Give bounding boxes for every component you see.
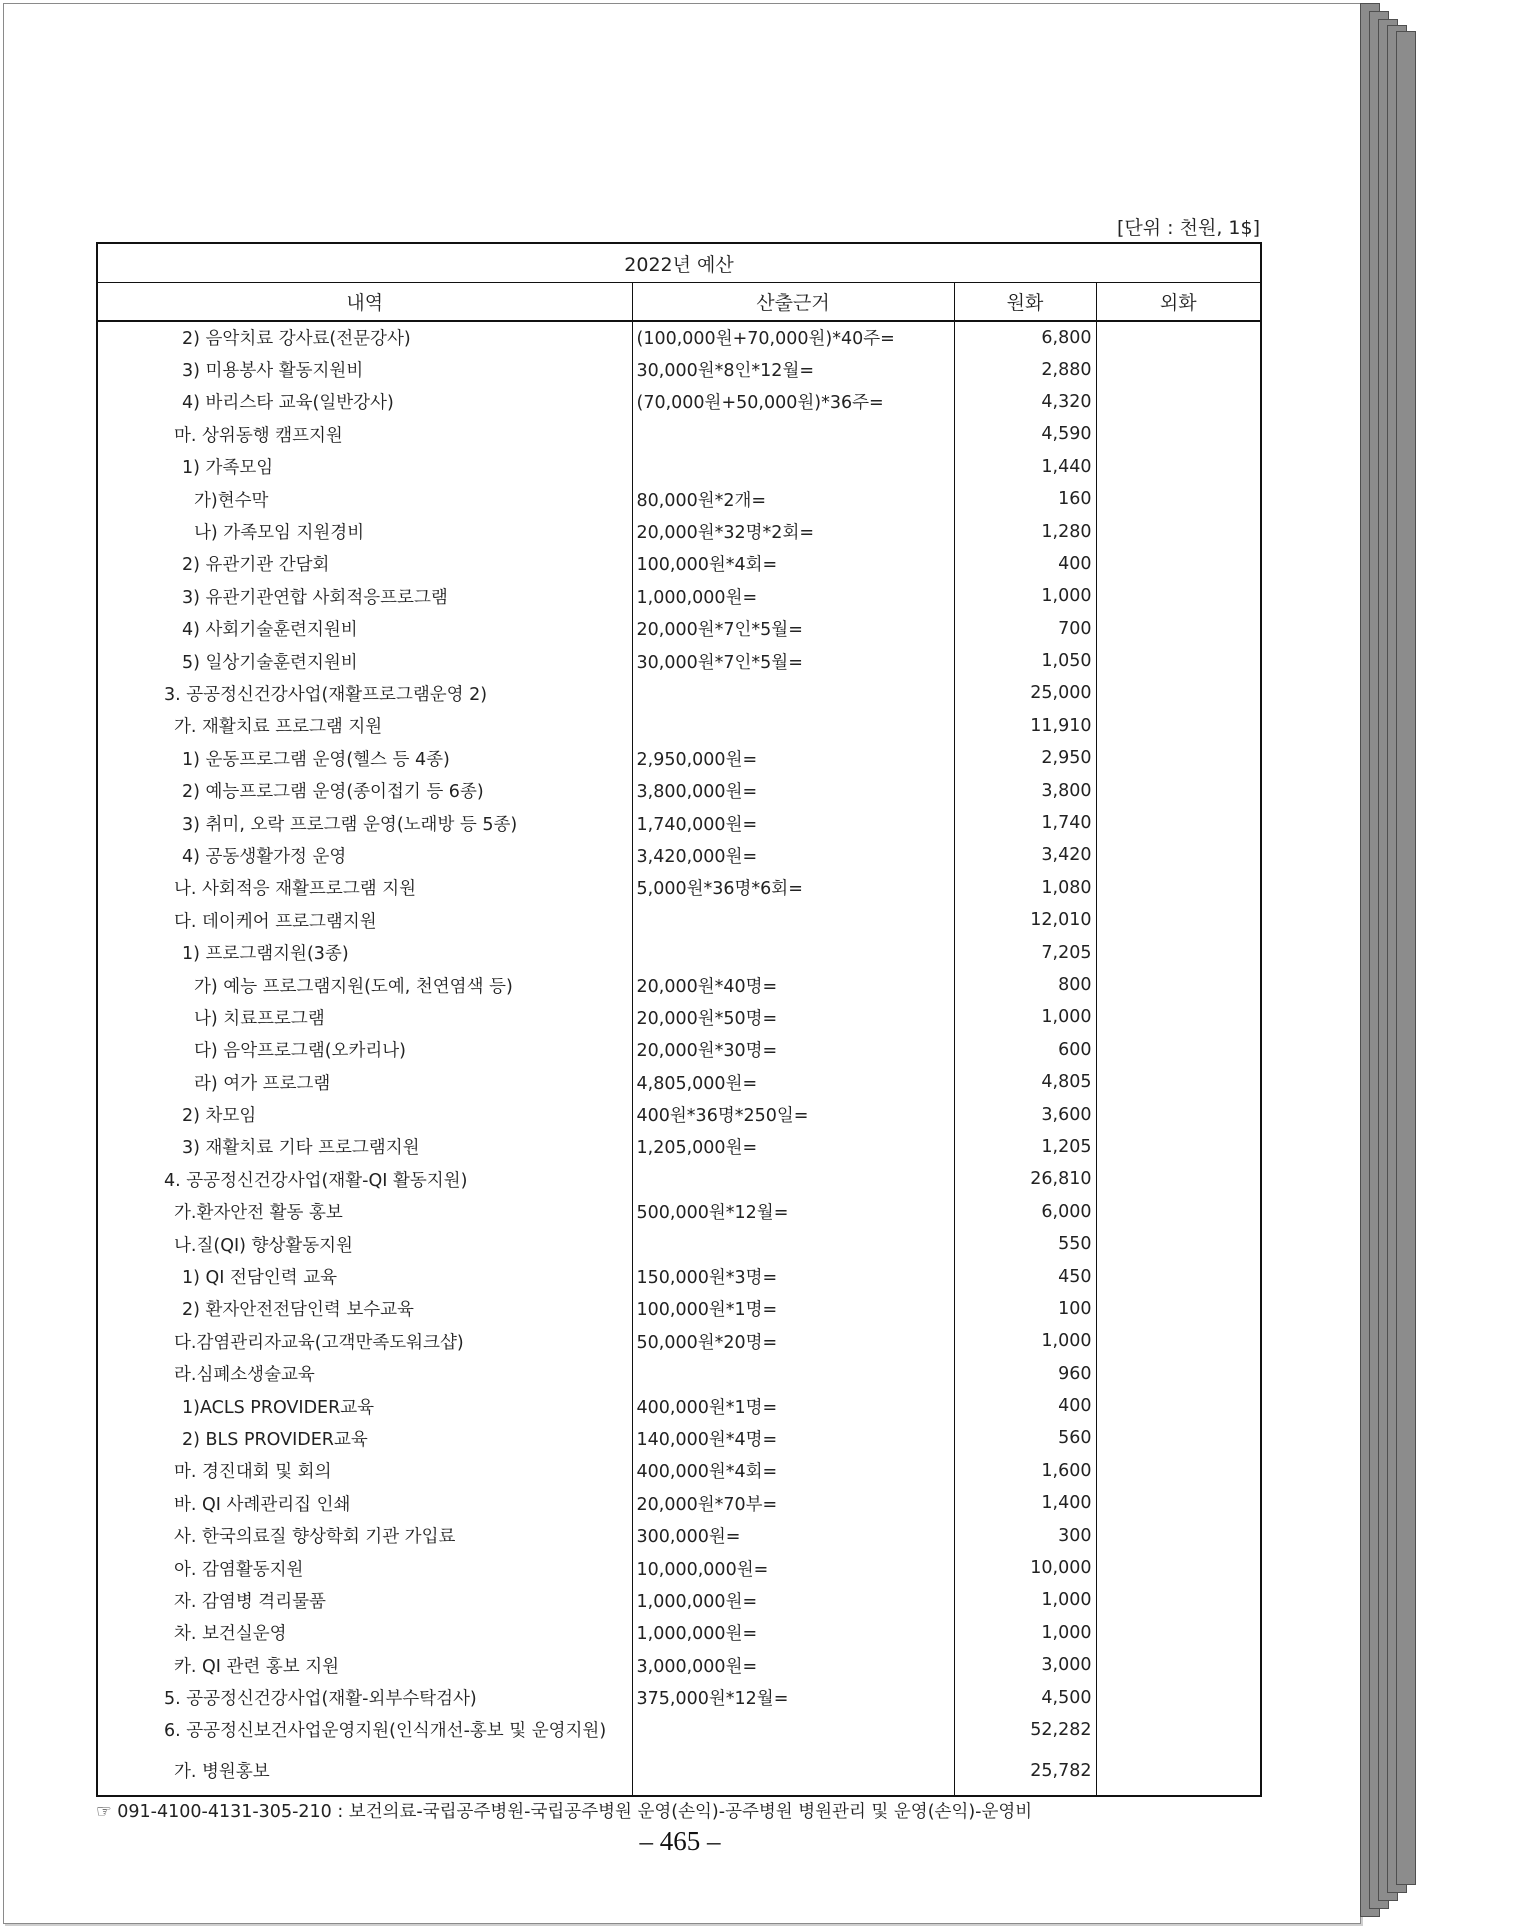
basis-cell: 1,205,000원= bbox=[632, 1131, 954, 1163]
fx-cell bbox=[1096, 677, 1261, 709]
fx-cell bbox=[1096, 1519, 1261, 1551]
basis-cell: 4,805,000원= bbox=[632, 1066, 954, 1098]
basis-cell: 3,000,000원= bbox=[632, 1649, 954, 1681]
item-cell: 1) 가족모임 bbox=[182, 458, 274, 479]
krw-cell: 7,205 bbox=[954, 936, 1096, 968]
table-row bbox=[97, 1584, 1261, 1616]
krw-cell: 560 bbox=[954, 1422, 1096, 1454]
fx-cell bbox=[1096, 1034, 1261, 1066]
krw-cell: 400 bbox=[954, 1390, 1096, 1422]
krw-cell: 1,050 bbox=[954, 645, 1096, 677]
krw-cell: 1,205 bbox=[954, 1131, 1096, 1163]
krw-cell: 300 bbox=[954, 1519, 1096, 1551]
item-cell: 다) 음악프로그램(오카리나) bbox=[194, 1041, 406, 1062]
item-cell: 가)현수막 bbox=[194, 490, 269, 511]
krw-cell: 4,805 bbox=[954, 1066, 1096, 1098]
table-row bbox=[97, 1358, 1261, 1390]
table-row bbox=[97, 1228, 1261, 1260]
krw-cell: 3,600 bbox=[954, 1098, 1096, 1130]
fx-cell bbox=[1096, 1260, 1261, 1292]
krw-cell: 450 bbox=[954, 1260, 1096, 1292]
basis-cell: 400,000원*1명= bbox=[632, 1390, 954, 1422]
krw-cell: 100 bbox=[954, 1293, 1096, 1325]
krw-cell: 3,800 bbox=[954, 774, 1096, 806]
table-row bbox=[97, 1163, 1261, 1195]
fx-cell bbox=[1096, 1455, 1261, 1487]
table-row bbox=[97, 1131, 1261, 1163]
krw-cell: 4,590 bbox=[954, 418, 1096, 450]
item-cell: 1) 프로그램지원(3종) bbox=[182, 944, 349, 965]
basis-cell bbox=[632, 451, 954, 483]
table-row bbox=[97, 483, 1261, 515]
table-row bbox=[97, 807, 1261, 839]
item-cell: 1) 운동프로그램 운영(헬스 등 4종) bbox=[182, 749, 450, 770]
item-cell: 2) 차모임 bbox=[182, 1106, 257, 1127]
fx-cell bbox=[1096, 451, 1261, 483]
fx-cell bbox=[1096, 515, 1261, 547]
table-row bbox=[97, 1001, 1261, 1033]
table-row bbox=[97, 1422, 1261, 1454]
table-row bbox=[97, 1649, 1261, 1681]
basis-cell: 3,800,000원= bbox=[632, 774, 954, 806]
fx-cell bbox=[1096, 613, 1261, 645]
table-row bbox=[97, 774, 1261, 806]
item-cell: 차. 보건실운영 bbox=[174, 1624, 287, 1645]
basis-cell: 100,000원*1명= bbox=[632, 1293, 954, 1325]
table-row bbox=[97, 677, 1261, 709]
krw-cell: 11,910 bbox=[954, 710, 1096, 742]
basis-cell: 20,000원*40명= bbox=[632, 969, 954, 1001]
col-header-basis: 산출근거 bbox=[632, 283, 954, 322]
fx-cell bbox=[1096, 1228, 1261, 1260]
krw-cell: 4,500 bbox=[954, 1681, 1096, 1713]
item-cell: 6. 공공정신보건사업운영지원(인식개선-홍보 및 운영지원) bbox=[164, 1721, 607, 1742]
basis-cell: 10,000,000원= bbox=[632, 1552, 954, 1584]
item-cell: 가.환자안전 활동 홍보 bbox=[174, 1203, 343, 1224]
krw-cell: 1,740 bbox=[954, 807, 1096, 839]
krw-cell: 550 bbox=[954, 1228, 1096, 1260]
table-row bbox=[97, 515, 1261, 547]
fx-cell bbox=[1096, 548, 1261, 580]
item-cell: 사. 한국의료질 향상학회 기관 가입료 bbox=[174, 1527, 456, 1548]
page-stack-edge bbox=[1360, 3, 1420, 1922]
fx-cell bbox=[1096, 645, 1261, 677]
fx-cell bbox=[1096, 483, 1261, 515]
item-cell: 2) 음악치료 강사료(전문강사) bbox=[182, 329, 411, 350]
item-cell: 라) 여가 프로그램 bbox=[194, 1073, 331, 1094]
fx-cell bbox=[1096, 710, 1261, 742]
item-cell: 3) 미용봉사 활동지원비 bbox=[182, 361, 364, 382]
krw-cell: 1,080 bbox=[954, 872, 1096, 904]
krw-cell: 1,000 bbox=[954, 580, 1096, 612]
krw-cell: 800 bbox=[954, 969, 1096, 1001]
basis-cell: 3,420,000원= bbox=[632, 839, 954, 871]
basis-cell bbox=[632, 418, 954, 450]
basis-cell: 2,950,000원= bbox=[632, 742, 954, 774]
fx-cell bbox=[1096, 839, 1261, 871]
item-cell: 1) QI 전담인력 교육 bbox=[182, 1268, 338, 1289]
item-cell: 마. 경진대회 및 회의 bbox=[174, 1462, 332, 1483]
fx-cell bbox=[1096, 1001, 1261, 1033]
table-row bbox=[97, 969, 1261, 1001]
basis-cell: 80,000원*2개= bbox=[632, 483, 954, 515]
fx-cell bbox=[1096, 1714, 1261, 1746]
basis-cell: 140,000원*4명= bbox=[632, 1422, 954, 1454]
table-row bbox=[97, 418, 1261, 450]
basis-cell: 375,000원*12월= bbox=[632, 1681, 954, 1713]
item-cell: 3) 재활치료 기타 프로그램지원 bbox=[182, 1138, 420, 1159]
fx-cell bbox=[1096, 1325, 1261, 1357]
account-code-note: ☞ 091-4100-4131-305-210 : 보건의료-국립공주병원-국립공주병원 운영(손익)-공주병원 병원관리 및 운영(손익)-운영비 bbox=[96, 1802, 1033, 1822]
item-cell: 나) 가족모임 지원경비 bbox=[194, 523, 365, 544]
table-row bbox=[97, 1034, 1261, 1066]
item-cell: 3) 유관기관연합 사회적응프로그램 bbox=[182, 587, 448, 608]
page-number: – 465 – bbox=[639, 1826, 721, 1856]
basis-cell: 1,000,000원= bbox=[632, 1617, 954, 1649]
table-row bbox=[97, 1552, 1261, 1584]
basis-cell bbox=[632, 677, 954, 709]
item-cell: 4) 사회기술훈련지원비 bbox=[182, 620, 358, 641]
basis-cell bbox=[632, 1228, 954, 1260]
table-row bbox=[97, 1455, 1261, 1487]
fx-cell bbox=[1096, 386, 1261, 418]
basis-cell: 30,000원*8인*12월= bbox=[632, 353, 954, 385]
unit-label: [단위 : 천원, 1$] bbox=[1117, 217, 1260, 239]
table-row bbox=[97, 1681, 1261, 1713]
fx-cell bbox=[1096, 321, 1261, 353]
fx-cell bbox=[1096, 1746, 1261, 1796]
item-cell: 나.질(QI) 향상활동지원 bbox=[174, 1235, 353, 1256]
table-row bbox=[97, 580, 1261, 612]
fx-cell bbox=[1096, 353, 1261, 385]
krw-cell: 1,600 bbox=[954, 1455, 1096, 1487]
item-cell: 가. 병원홍보 bbox=[174, 1762, 270, 1783]
krw-cell: 1,000 bbox=[954, 1617, 1096, 1649]
item-cell: 카. QI 관련 홍보 지원 bbox=[174, 1656, 340, 1677]
item-cell: 마. 상위동행 캠프지원 bbox=[174, 425, 343, 446]
table-row bbox=[97, 1260, 1261, 1292]
table-row bbox=[97, 742, 1261, 774]
basis-cell: 5,000원*36명*6회= bbox=[632, 872, 954, 904]
basis-cell: 20,000원*32명*2회= bbox=[632, 515, 954, 547]
basis-cell: 150,000원*3명= bbox=[632, 1260, 954, 1292]
fx-cell bbox=[1096, 1066, 1261, 1098]
table-row bbox=[97, 936, 1261, 968]
krw-cell: 52,282 bbox=[954, 1714, 1096, 1746]
basis-cell: 30,000원*7인*5월= bbox=[632, 645, 954, 677]
table-row bbox=[97, 1390, 1261, 1422]
basis-cell bbox=[632, 1163, 954, 1195]
krw-cell: 960 bbox=[954, 1358, 1096, 1390]
basis-cell bbox=[632, 1714, 954, 1746]
krw-cell: 700 bbox=[954, 613, 1096, 645]
fx-cell bbox=[1096, 1098, 1261, 1130]
fx-cell bbox=[1096, 1131, 1261, 1163]
basis-cell: 300,000원= bbox=[632, 1519, 954, 1551]
basis-cell bbox=[632, 904, 954, 936]
fx-cell bbox=[1096, 1358, 1261, 1390]
krw-cell: 1,000 bbox=[954, 1001, 1096, 1033]
krw-cell: 6,000 bbox=[954, 1196, 1096, 1228]
col-header-item: 내역 bbox=[97, 283, 632, 322]
table-row bbox=[97, 1325, 1261, 1357]
krw-cell: 1,000 bbox=[954, 1584, 1096, 1616]
basis-cell: 20,000원*7인*5월= bbox=[632, 613, 954, 645]
table-body bbox=[97, 321, 1261, 1796]
table-row bbox=[97, 1714, 1261, 1746]
table-row bbox=[97, 1066, 1261, 1098]
table-row bbox=[97, 386, 1261, 418]
krw-cell: 25,000 bbox=[954, 677, 1096, 709]
item-cell: 2) 유관기관 간담회 bbox=[182, 555, 330, 576]
table-row bbox=[97, 904, 1261, 936]
krw-cell: 10,000 bbox=[954, 1552, 1096, 1584]
item-cell: 4. 공공정신건강사업(재활-QI 활동지원) bbox=[164, 1170, 468, 1191]
table-row bbox=[97, 1487, 1261, 1519]
krw-cell: 1,280 bbox=[954, 515, 1096, 547]
basis-cell bbox=[632, 1358, 954, 1390]
krw-cell: 12,010 bbox=[954, 904, 1096, 936]
year-header: 2022년 예산 bbox=[97, 243, 1261, 283]
fx-cell bbox=[1096, 1681, 1261, 1713]
krw-cell: 400 bbox=[954, 548, 1096, 580]
table-row bbox=[97, 321, 1261, 353]
table-row bbox=[97, 710, 1261, 742]
table-row bbox=[97, 1293, 1261, 1325]
fx-cell bbox=[1096, 1552, 1261, 1584]
table-row bbox=[97, 645, 1261, 677]
item-cell: 나) 치료프로그램 bbox=[194, 1008, 325, 1029]
fx-cell bbox=[1096, 1196, 1261, 1228]
basis-cell: (100,000원+70,000원)*40주= bbox=[632, 321, 954, 353]
fx-cell bbox=[1096, 1487, 1261, 1519]
fx-cell bbox=[1096, 1617, 1261, 1649]
item-cell: 아. 감염활동지원 bbox=[174, 1559, 304, 1580]
item-cell: 3. 공공정신건강사업(재활프로그램운영 2) bbox=[164, 684, 488, 705]
item-cell: 5. 공공정신건강사업(재활-외부수탁검사) bbox=[164, 1689, 477, 1710]
item-cell: 가. 재활치료 프로그램 지원 bbox=[174, 717, 383, 738]
basis-cell bbox=[632, 710, 954, 742]
fx-cell bbox=[1096, 1584, 1261, 1616]
table-row bbox=[97, 839, 1261, 871]
basis-cell bbox=[632, 936, 954, 968]
budget-table bbox=[96, 242, 1262, 1797]
fx-cell bbox=[1096, 1390, 1261, 1422]
krw-cell: 2,880 bbox=[954, 353, 1096, 385]
table-row bbox=[97, 1519, 1261, 1551]
fx-cell bbox=[1096, 969, 1261, 1001]
krw-cell: 26,810 bbox=[954, 1163, 1096, 1195]
basis-cell: 400,000원*4회= bbox=[632, 1455, 954, 1487]
table-row bbox=[97, 1098, 1261, 1130]
krw-cell: 600 bbox=[954, 1034, 1096, 1066]
krw-cell: 1,440 bbox=[954, 451, 1096, 483]
basis-cell bbox=[632, 1746, 954, 1796]
krw-cell: 160 bbox=[954, 483, 1096, 515]
table-row bbox=[97, 451, 1261, 483]
item-cell: 4) 공동생활가정 운영 bbox=[182, 846, 347, 867]
krw-cell: 6,800 bbox=[954, 321, 1096, 353]
item-cell: 2) 예능프로그램 운영(종이접기 등 6종) bbox=[182, 782, 484, 803]
basis-cell: 1,000,000원= bbox=[632, 1584, 954, 1616]
fx-cell bbox=[1096, 904, 1261, 936]
item-cell: 바. QI 사례관리집 인쇄 bbox=[174, 1494, 351, 1515]
fx-cell bbox=[1096, 872, 1261, 904]
krw-cell: 1,000 bbox=[954, 1325, 1096, 1357]
fx-cell bbox=[1096, 1422, 1261, 1454]
fx-cell bbox=[1096, 807, 1261, 839]
item-cell: 2) BLS PROVIDER교육 bbox=[182, 1429, 368, 1450]
table-row bbox=[97, 1617, 1261, 1649]
fx-cell bbox=[1096, 936, 1261, 968]
fx-cell bbox=[1096, 1649, 1261, 1681]
basis-cell: 20,000원*50명= bbox=[632, 1001, 954, 1033]
basis-cell: 20,000원*70부= bbox=[632, 1487, 954, 1519]
fx-cell bbox=[1096, 774, 1261, 806]
krw-cell: 25,782 bbox=[954, 1746, 1096, 1796]
basis-cell: 50,000원*20명= bbox=[632, 1325, 954, 1357]
item-cell: 다.감염관리자교육(고객만족도워크샵) bbox=[174, 1332, 464, 1353]
basis-cell: (70,000원+50,000원)*36주= bbox=[632, 386, 954, 418]
col-header-fx: 외화 bbox=[1096, 283, 1261, 322]
krw-cell: 4,320 bbox=[954, 386, 1096, 418]
table-row bbox=[97, 548, 1261, 580]
fx-cell bbox=[1096, 418, 1261, 450]
table-row bbox=[97, 872, 1261, 904]
krw-cell: 2,950 bbox=[954, 742, 1096, 774]
basis-cell: 1,740,000원= bbox=[632, 807, 954, 839]
fx-cell bbox=[1096, 1293, 1261, 1325]
item-cell: 가) 예능 프로그램지원(도예, 천연염색 등) bbox=[194, 976, 513, 997]
basis-cell: 100,000원*4회= bbox=[632, 548, 954, 580]
table-row bbox=[97, 353, 1261, 385]
table-row bbox=[97, 1196, 1261, 1228]
item-cell: 2) 환자안전전담인력 보수교육 bbox=[182, 1300, 414, 1321]
item-cell: 자. 감염병 격리물품 bbox=[174, 1591, 326, 1612]
basis-cell: 400원*36명*250일= bbox=[632, 1098, 954, 1130]
item-cell: 나. 사회적응 재활프로그램 지원 bbox=[174, 879, 417, 900]
item-cell: 5) 일상기술훈련지원비 bbox=[182, 652, 358, 673]
basis-cell: 1,000,000원= bbox=[632, 580, 954, 612]
col-header-krw: 원화 bbox=[954, 283, 1096, 322]
item-cell: 1)ACLS PROVIDER교육 bbox=[182, 1397, 375, 1418]
item-cell: 4) 바리스타 교육(일반강사) bbox=[182, 393, 394, 414]
basis-cell: 500,000원*12월= bbox=[632, 1196, 954, 1228]
krw-cell: 1,400 bbox=[954, 1487, 1096, 1519]
item-cell: 3) 취미, 오락 프로그램 운영(노래방 등 5종) bbox=[182, 814, 518, 835]
krw-cell: 3,000 bbox=[954, 1649, 1096, 1681]
item-cell: 라.심폐소생술교육 bbox=[174, 1365, 315, 1386]
item-cell: 다. 데이케어 프로그램지원 bbox=[174, 911, 377, 932]
fx-cell bbox=[1096, 742, 1261, 774]
krw-cell: 3,420 bbox=[954, 839, 1096, 871]
fx-cell bbox=[1096, 1163, 1261, 1195]
fx-cell bbox=[1096, 580, 1261, 612]
table-row bbox=[97, 1746, 1261, 1796]
table-row bbox=[97, 613, 1261, 645]
basis-cell: 20,000원*30명= bbox=[632, 1034, 954, 1066]
